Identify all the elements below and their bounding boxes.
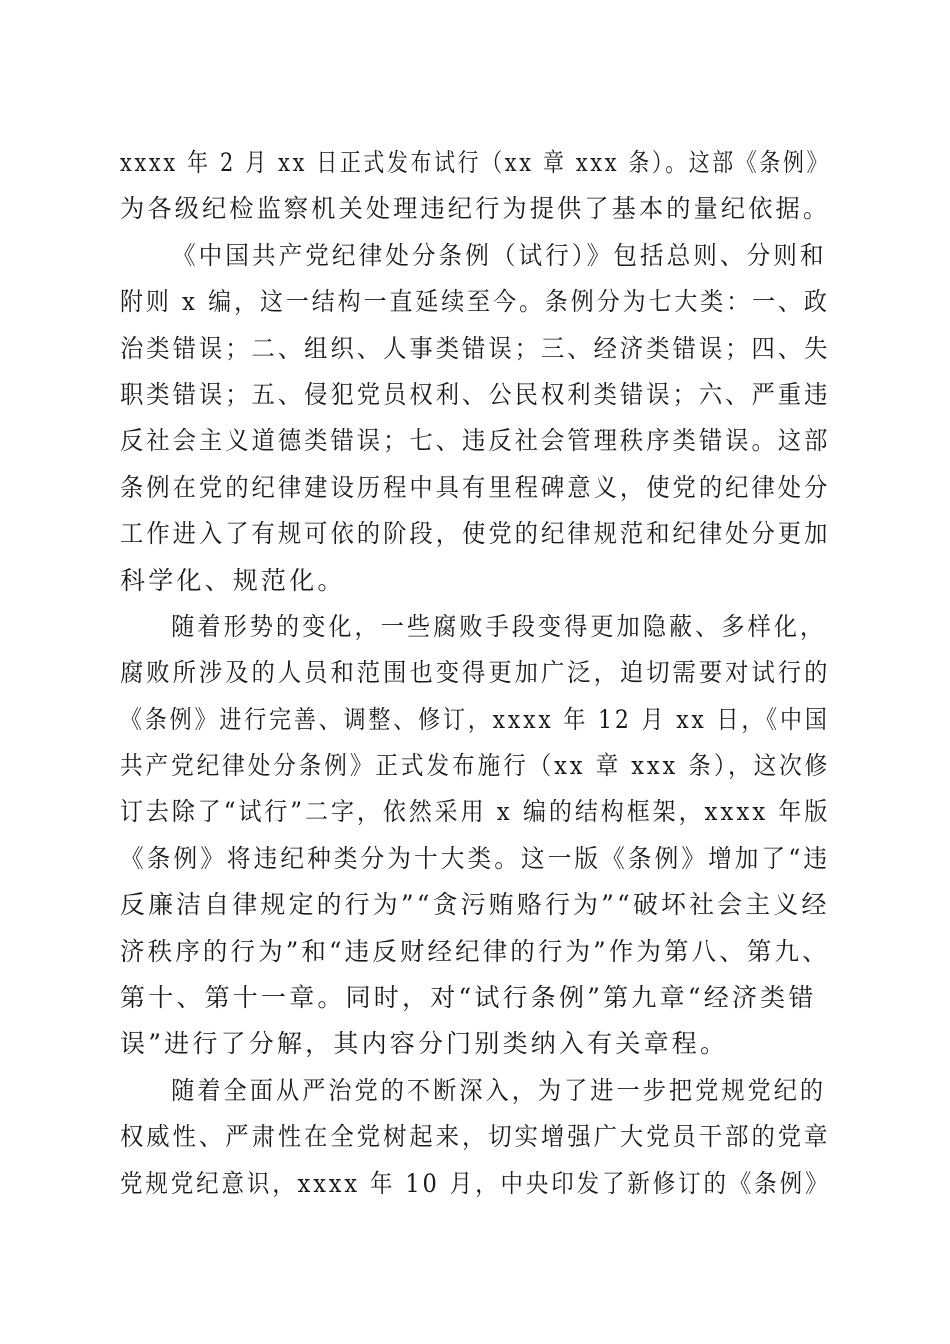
text-line: 为各级纪检监察机关处理违纪行为提供了基本的量纪依据。 [120,194,831,224]
document-body [120,140,830,1207]
text-line: 权威性、严肃性在全党树起来，切实增强广大党员干部的党章 [120,1122,831,1152]
text-line: 反廉洁自律规定的行为”“贪污贿赂行为”“破坏社会主义经 [120,890,830,920]
paragraph-start-line: 随着形势的变化，一些腐败手段变得更加隐蔽、多样化， [171,611,827,641]
text-line: 订去除了“试行”二字，依然采用 x 编的结构框架，xxxx 年版 [120,797,831,827]
text-line: 职类错误；五、侵犯党员权利、公民权利类错误；六、严重违 [120,379,831,409]
text-line: xxxx 年 2 月 xx 日正式发布试行（xx 章 xxx 条）。这部《条例》 [120,148,831,177]
text-line: 反社会主义道德类错误；七、违反社会管理秩序类错误。这部 [120,426,831,456]
text-line: 误”进行了分解，其内容分门别类纳入有关章程。 [120,1029,729,1059]
text-line: 党规党纪意识，xxxx 年 10 月，中央印发了新修订的《条例》 [120,1168,831,1198]
text-line: 第十、第十一章。同时，对“试行条例”第九章“经济类错 [120,983,817,1013]
text-line: 科学化、规范化。 [120,565,346,595]
text-line: 工作进入了有规可依的阶段，使党的纪律规范和纪律处分更加 [120,519,831,549]
text-line: 济秩序的行为”和“违反财经纪律的行为”作为第八、第九、 [120,936,830,966]
paragraph-start-line: 随着全面从严治党的不断深入，为了进一步把党规党纪的 [171,1075,827,1105]
text-line: 《条例》将违纪种类分为十大类。这一版《条例》增加了“违 [120,843,831,873]
text-line: 条例在党的纪律建设历程中具有里程碑意义，使党的纪律处分 [120,472,831,502]
text-line: 治类错误；二、组织、人事类错误；三、经济类错误；四、失 [120,333,831,363]
text-line: 附则 x 编，这一结构一直延续至今。条例分为七大类：一、政 [120,287,830,317]
text-line: 共产党纪律处分条例》正式发布施行（xx 章 xxx 条），这次修 [120,751,831,781]
text-line: 腐败所涉及的人员和范围也变得更加广泛，迫切需要对试行的 [120,658,831,688]
text-line: 《条例》进行完善、调整、修订，xxxx 年 12 月 xx 日，《中国 [120,704,830,734]
paragraph-start-line: 《中国共产党纪律处分条例（试行）》包括总则、分则和 [171,240,827,270]
